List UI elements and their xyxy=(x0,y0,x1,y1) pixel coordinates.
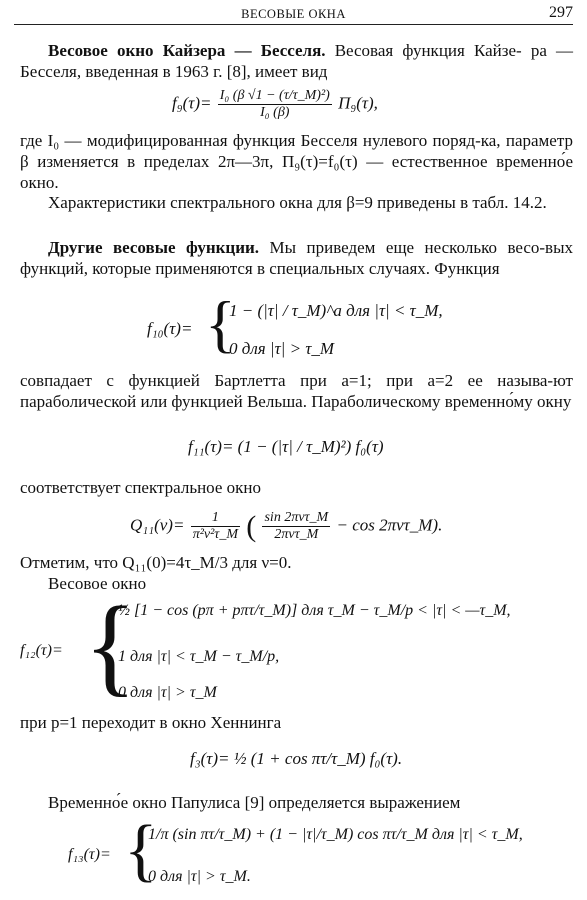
eq3-lhs: f₃(τ)= xyxy=(190,749,230,768)
eq11-body: (1 − (|τ| / τ_M)²) f₀(τ) xyxy=(237,437,384,456)
eq13-case2: 0 для |τ| > τ_M. xyxy=(148,868,251,885)
eq9-tail: Π₉(τ), xyxy=(338,93,378,113)
hann-paragraph: при p=1 переходит в окно Хеннинга xyxy=(20,713,282,732)
eqq-tail: − cos 2πντ_M). xyxy=(336,515,443,535)
eqq-fraction xyxy=(262,510,330,543)
spectral-window-paragraph: соответствует спектральное окно xyxy=(20,478,262,497)
eq12-lhs: f₁₂(τ)= xyxy=(20,642,63,659)
where-paragraph: где I₀ — модифицированная функция Бесселя нулевого поряд-ка, параметр β изменяется в пределах 2π—3π, Π₉(τ)=f₀(τ) — естественное временно́е окно. xyxy=(20,131,573,192)
eqq-den: 2πντ_M xyxy=(274,527,319,542)
papoulis-paragraph: Временно́е окно Папулиса [9] определяется выражением xyxy=(48,793,461,812)
eq3-body: ½ (1 + cos πτ/τ_M) f₀(τ). xyxy=(233,749,403,768)
eq12-case2: 1 для |τ| < τ_M − τ_M/p, xyxy=(118,648,280,665)
eq12-case1: ½ [1 − cos (pπ + pπτ/τ_M)] для τ_M − τ_M/p < |τ| < —τ_M, xyxy=(118,602,511,619)
kaiser-intro-a: Весовая функция Кайзе- xyxy=(334,41,522,60)
equation-f11 xyxy=(188,436,384,457)
eq10-case2: 0 для |τ| > τ_M xyxy=(229,339,335,358)
eq10-brace: { xyxy=(205,288,236,359)
eq12-brace: { xyxy=(84,584,137,706)
eq9-denominator: I₀ (β) xyxy=(260,105,290,120)
note-paragraph: Отметим, что Q₁₁(0)=4τ_M/3 для ν=0. xyxy=(20,553,292,572)
window-paragraph: Весовое окно xyxy=(48,574,147,593)
eqq-lhs: Q₁₁(ν)= xyxy=(130,515,185,535)
eq13-brace: { xyxy=(124,812,158,889)
kaiser-paragraph xyxy=(20,40,573,82)
bartlett-paragraph: совпадает с функцией Бартлетта при a=1; при a=2 ее называ-ют параболической или функцией Вельша. Параболическому временно́му окну xyxy=(20,371,573,411)
running-title: ВЕСОВЫЕ ОКНА xyxy=(241,7,346,21)
eqq-coef-den: π²ν²τ_M xyxy=(192,527,238,542)
eq9-lhs: f₉(τ)= xyxy=(172,93,212,113)
other-windows-text: Мы приведем еще несколько весо-вых функций, которые применяются в специальных случаях. Функция xyxy=(20,238,573,278)
page-number: 297 xyxy=(549,4,573,21)
kaiser-heading: Весовое окно Кайзера — Бесселя. xyxy=(48,41,326,60)
running-header xyxy=(0,2,587,22)
eq12-case3: 0 для |τ| > τ_M xyxy=(118,684,217,701)
eqq-coefficient xyxy=(191,510,240,543)
eq13-case1: 1/π (sin πτ/τ_M) + (1 − |τ|/τ_M) cos πτ/τ_M для |τ| < τ_M, xyxy=(148,826,523,843)
eqq-num: sin 2πντ_M xyxy=(264,510,329,525)
eq9-numerator: I₀ (β √1 − (τ/τ_M)²) xyxy=(219,88,330,103)
eq10-lhs: f₁₀(τ)= xyxy=(147,319,193,338)
other-windows-paragraph xyxy=(20,237,573,279)
eqq-coef-num: 1 xyxy=(191,510,240,527)
header-rule xyxy=(14,24,573,25)
equation-f3 xyxy=(190,748,402,769)
kaiser-intro-b: ра — Бесселя, введенная в 1963 г. [8], имеет вид xyxy=(20,41,574,81)
eq11-lhs: f₁₁(τ)= xyxy=(188,437,234,456)
other-windows-heading: Другие весовые функции. xyxy=(48,238,260,257)
equation-f9 xyxy=(172,88,378,121)
eq9-fraction xyxy=(218,88,332,121)
eq10-case1: 1 − (|τ| / τ_M)^a для |τ| < τ_M, xyxy=(229,301,443,320)
eq13-lhs: f₁₃(τ)= xyxy=(68,846,111,863)
equation-q11: Q₁₁(ν)= $\frac{1}{\text{π²ν²τ\_M}}$ ( $\frac{\text{sin 2πντ\_M}}{\text{2πντ\_M}}$ − cos 2πντ_M). xyxy=(130,510,443,543)
table-reference-paragraph: Характеристики спектрального окна для β=9 приведены в табл. 14.2. xyxy=(48,193,547,212)
